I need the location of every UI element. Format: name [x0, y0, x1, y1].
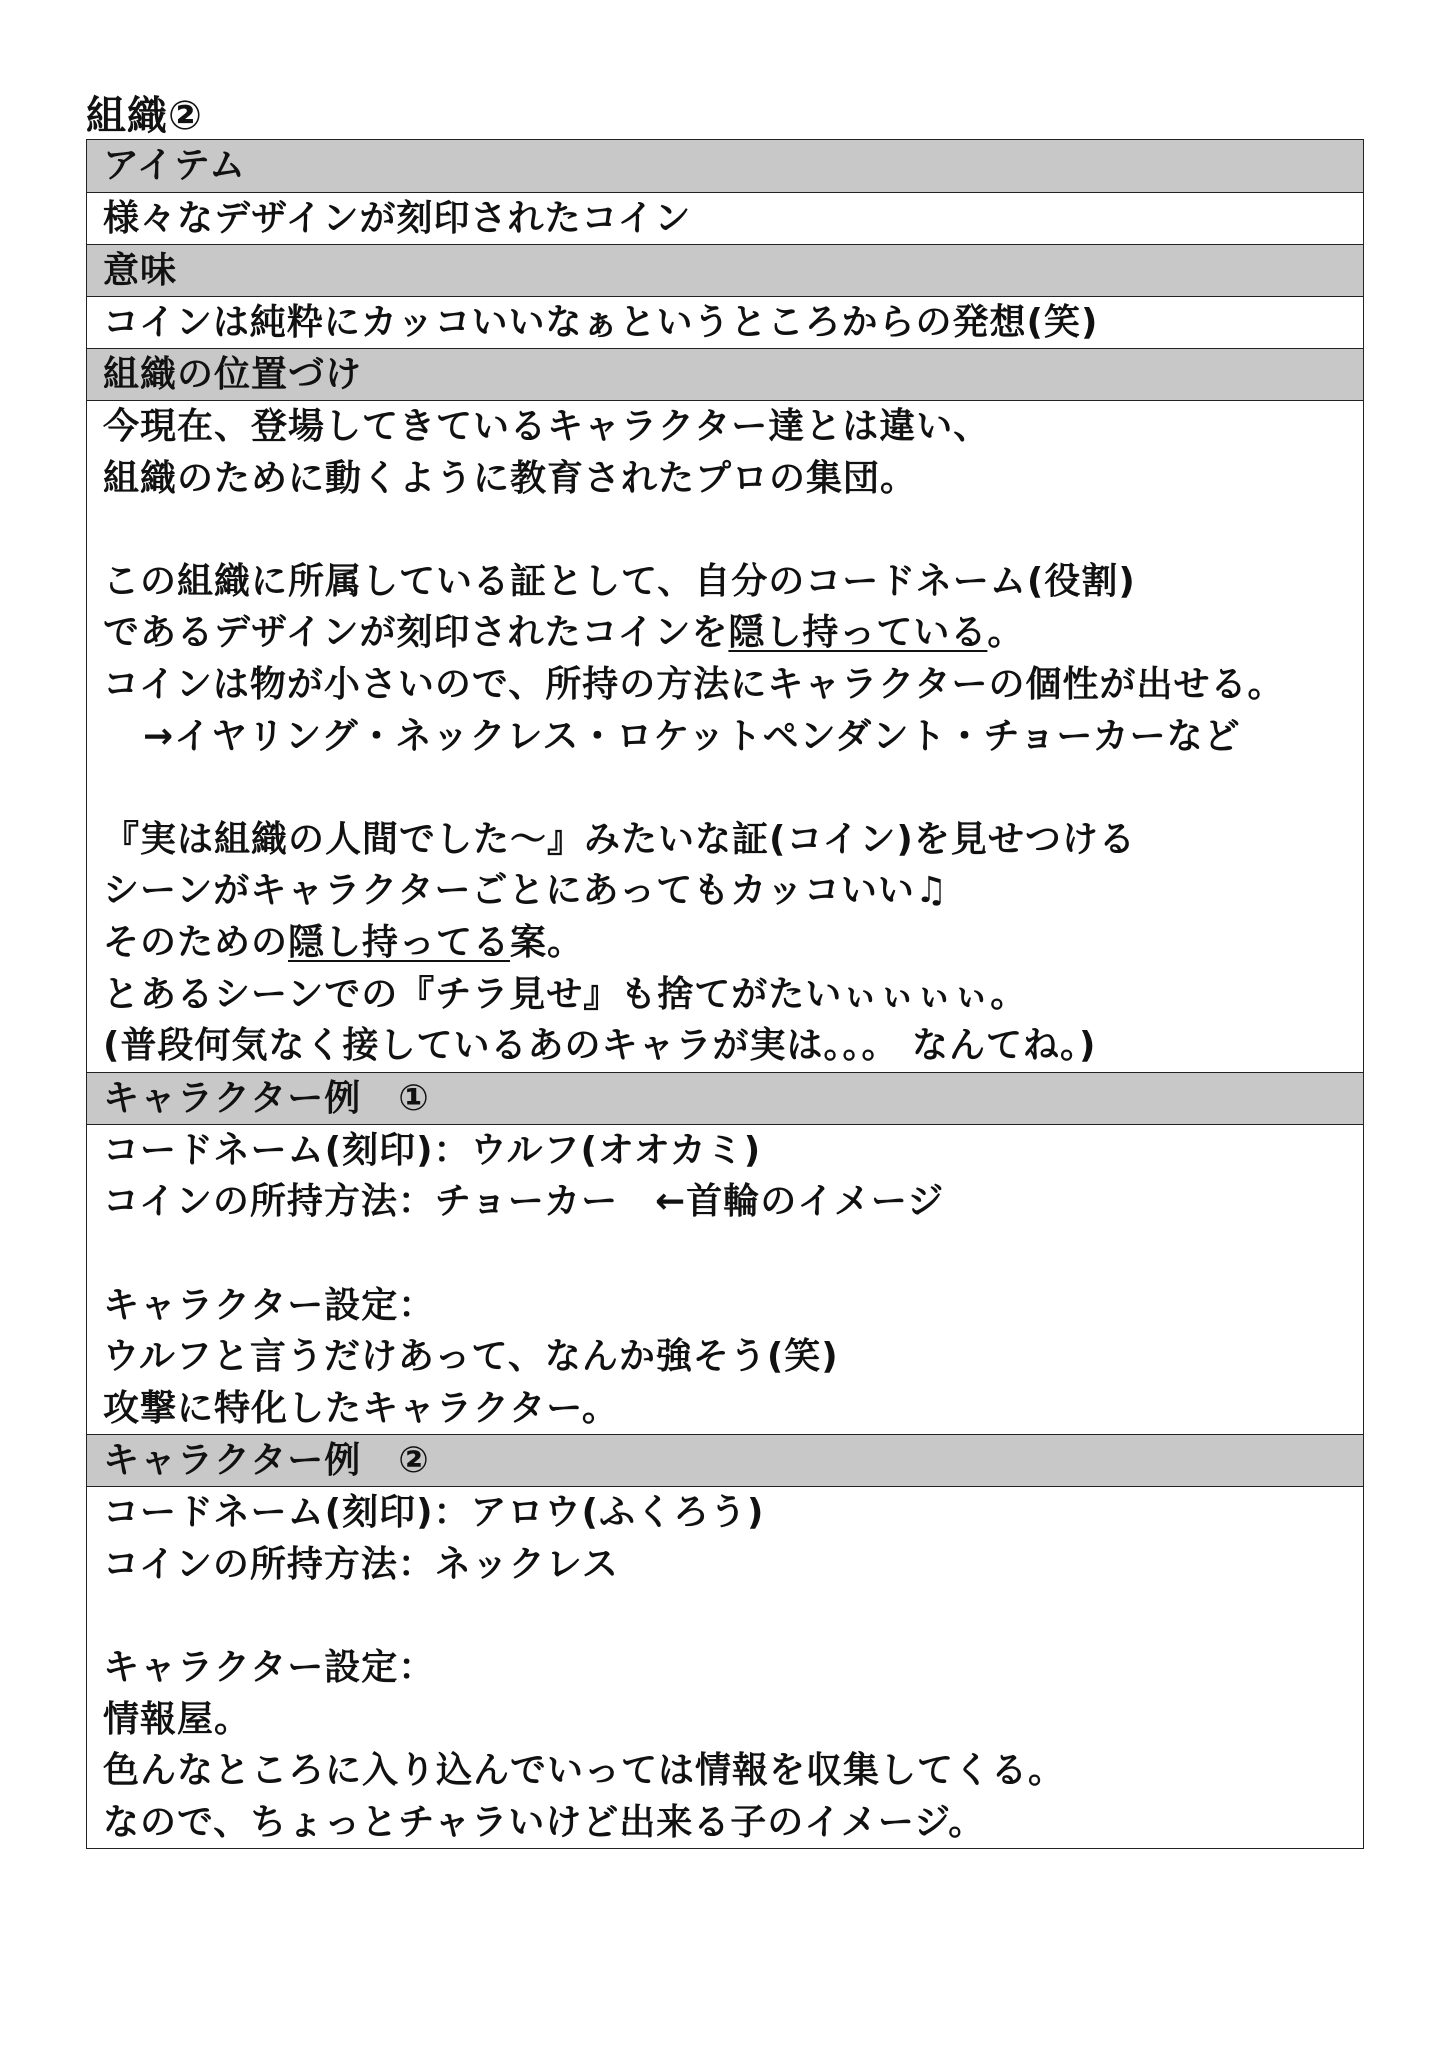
meaning-header: 意味: [87, 244, 1363, 296]
body-line: 組織のために動くように教育されたプロの集団。: [103, 457, 918, 499]
meaning-value: コインは純粋にカッコいいなぁというところからの発想(笑): [87, 296, 1363, 348]
character-example-2-body: [87, 1486, 1363, 1848]
character-example-2-header: キャラクター例 ②: [87, 1434, 1363, 1486]
text-segment: そのための: [103, 921, 289, 963]
body-line: 『実は組織の人間でした～』みたいな証(コイン)を見せつける: [103, 818, 1136, 860]
document-table: [86, 139, 1364, 1849]
blank-line: [103, 1228, 1363, 1280]
blank-line: [103, 1590, 1363, 1642]
position-body: [87, 400, 1363, 1072]
text-segment: 案。: [510, 921, 585, 963]
text-segment: 。: [987, 612, 1025, 654]
body-line: コインの所持方法：ネックレス: [103, 1543, 619, 1585]
body-line: コードネーム(刻印)：アロウ(ふくろう): [103, 1492, 765, 1534]
body-line: なので、ちょっとチャラいけど出来る子のイメージ。: [103, 1801, 986, 1843]
body-line: コードネーム(刻印)：ウルフ(オオカミ): [103, 1129, 762, 1171]
body-line: とあるシーンでの『チラ見せ』も捨てがたいぃぃぃぃ。: [103, 973, 1028, 1015]
body-line: キャラクター設定：: [103, 1284, 436, 1326]
body-line: 今現在、登場してきているキャラクター達とは違い、: [103, 406, 991, 447]
character-example-1-header: キャラクター例 ①: [87, 1072, 1363, 1124]
body-line: コインは物が小さいので、所持の方法にキャラクターの個性が出せる。: [103, 663, 1285, 705]
body-line: コインの所持方法：チョーカー ←首輪のイメージ: [103, 1181, 945, 1223]
underlined-text: 隠し持っている: [728, 612, 988, 654]
blank-line: [103, 762, 1363, 814]
text-segment: であるデザインが刻印されたコインを: [103, 612, 729, 654]
body-line: →イヤリング・ネックレス・ロケットペンダント・チョーカーなど: [143, 715, 1241, 757]
character-example-1-body: [87, 1124, 1363, 1435]
body-line: 色んなところに入り込んでいっては情報を収集してくる。: [103, 1750, 1066, 1792]
body-line: [103, 917, 1363, 969]
body-line: キャラクター設定：: [103, 1647, 436, 1689]
position-header: 組織の位置づけ: [87, 348, 1363, 400]
body-line: シーンがキャラクターごとにあってもカッコいい♫: [103, 870, 949, 912]
body-line: (普段何気なく接しているあのキャラが実は。。。 なんてね。): [103, 1025, 1097, 1067]
body-line: この組織に所属している証として、自分のコードネーム(役割): [103, 560, 1136, 602]
underlined-text: 隠し持ってる: [288, 921, 511, 963]
blank-line: [103, 504, 1363, 556]
item-header: アイテム: [87, 140, 1363, 192]
page-title: 組織②: [86, 93, 203, 139]
body-line: ウルフと言うだけあって、なんか強そう(笑): [103, 1336, 839, 1378]
body-line: 情報屋。: [103, 1698, 252, 1740]
body-line: [103, 607, 1363, 659]
body-line: 攻撃に特化したキャラクター。: [103, 1387, 619, 1429]
item-value: 様々なデザインが刻印されたコイン: [87, 192, 1363, 244]
